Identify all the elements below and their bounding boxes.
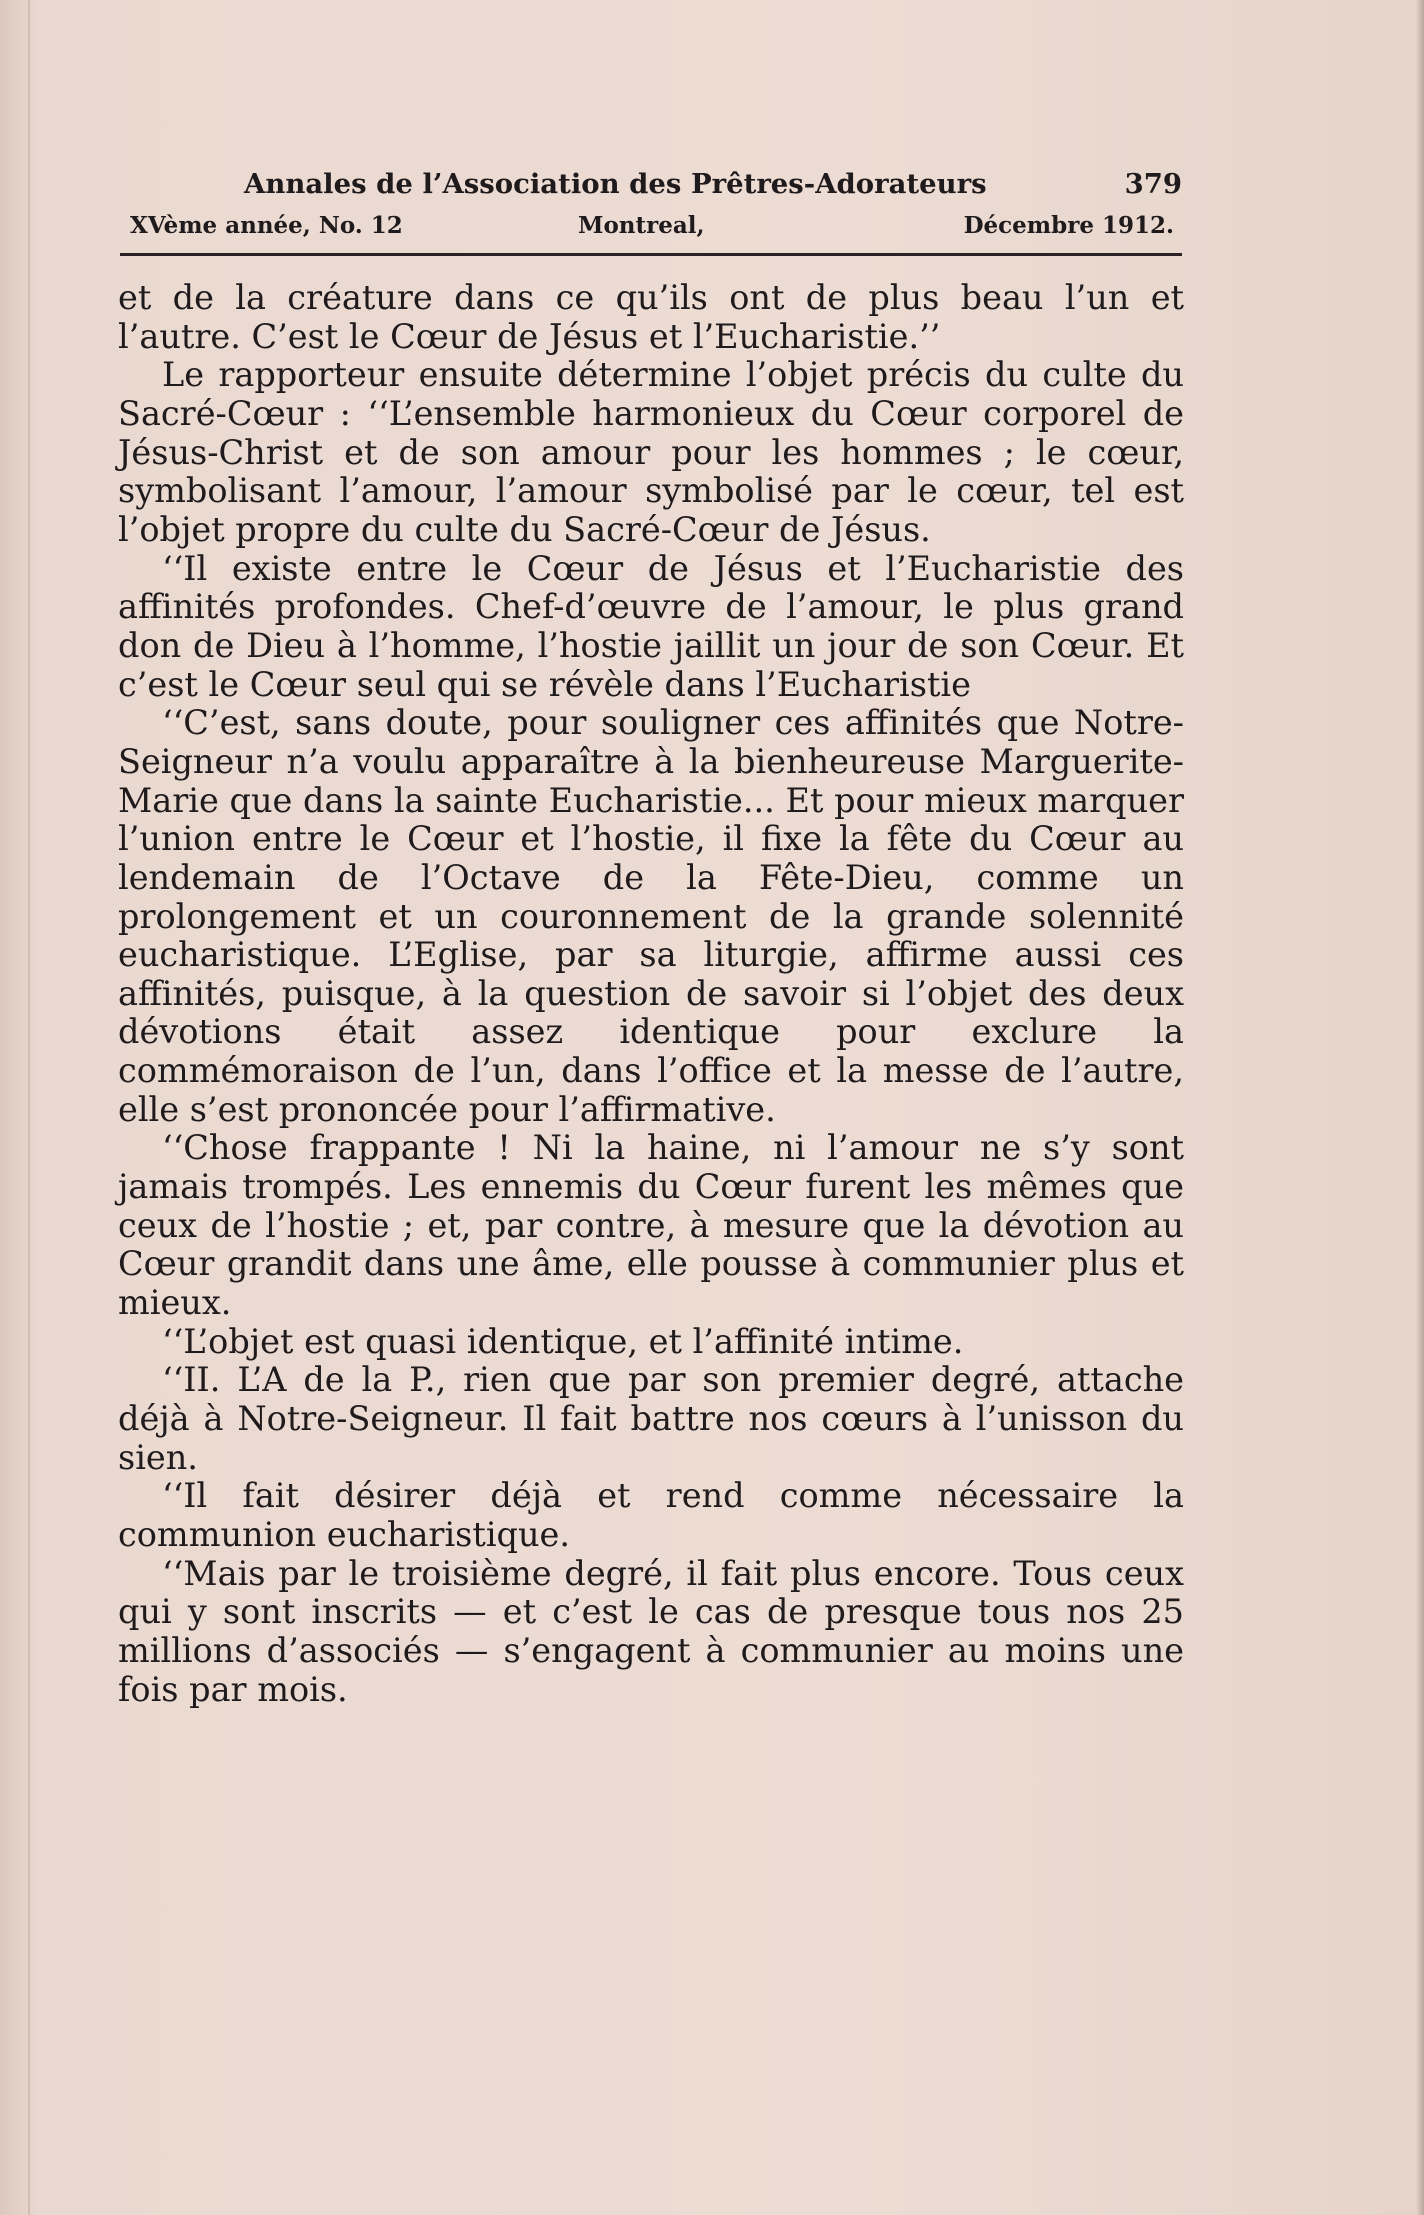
journal-title: Annales de l’Association des Prêtres-Adorateurs — [244, 168, 987, 200]
header-rule — [120, 253, 1182, 256]
paragraph: ‘‘Chose frappante ! Ni la haine, ni l’amour ne s’y sont jamais trompés. Les ennemis du Cœur furent les mêmes que ceux de l’hostie ; et, par contre, à mesure que la dévotion au Cœur grandit dans une âme, elle pousse à communier plus et mieux. — [118, 1128, 1184, 1323]
issue-city: Montreal, — [578, 212, 705, 239]
paragraph: ‘‘Mais par le troisième degré, il fait plus encore. Tous ceux qui y sont inscrits — et c’est le cas de presque tous nos 25 millions d’associés — s’engagent à communier au moins une fois par mois. — [118, 1553, 1184, 1709]
paragraph-continued: et de la créature dans ce qu’ils ont de plus beau l’un et l’autre. C’est le Cœur de Jésus et l’Eucharistie.’’ — [118, 278, 1184, 356]
page-number: 379 — [1124, 168, 1182, 200]
body-text — [118, 279, 1184, 1709]
page-left-fold — [28, 0, 30, 2215]
paragraph: ‘‘II. L’A de la P., rien que par son premier degré, attache déjà à Notre-Seigneur. Il fait battre nos cœurs à l’unisson du sien. — [118, 1360, 1184, 1477]
issue-line — [120, 212, 1182, 244]
paragraph: ‘‘Il existe entre le Cœur de Jésus et l’Eucharistie des affinités profondes. Chef-d’œuvre de l’amour, le plus grand don de Dieu à l’homme, l’hostie jaillit un jour de son Cœur. Et c’est le Cœur seul qui se révèle dans l’Eucharistie — [118, 548, 1184, 704]
issue-date: Décembre 1912. — [963, 212, 1174, 239]
paragraph: ‘‘Il fait désirer déjà et rend comme nécessaire la communion eucharistique. — [118, 1476, 1184, 1554]
paragraph: ‘‘L’objet est quasi identique, et l’affinité intime. — [162, 1321, 964, 1361]
paragraph: ‘‘C’est, sans doute, pour souligner ces affinités que Notre-Seigneur n’a voulu apparaître à la bienheureuse Marguerite-Marie que dans la sainte Eucharistie... Et pour mieux marquer l’union entre le Cœur et l’hostie, il fixe la fête du Cœur au lendemain de l’Octave de la Fête-Dieu, comme un prolongement et un couronnement de la grande solennité eucharistique. L’Eglise, par sa liturgie, affirme aussi ces affinités, puisque, à la question de savoir si l’objet des deux dévotions était assez identique pour exclure la commémoraison de l’un, dans l’office et la messe de l’autre, elle s’est prononcée pour l’affirmative. — [118, 703, 1184, 1129]
issue-number: XVème année, No. 12 — [130, 212, 403, 239]
page-right-edge — [1416, 0, 1424, 2215]
paragraph: Le rapporteur ensuite détermine l’objet précis du culte du Sacré-Cœur : ‘‘L’ensemble harmonieux du Cœur corporel de Jésus-Christ et de son amour pour les hommes ; le cœur, symbolisant l’amour, l’amour symbolisé par le cœur, tel est l’objet propre du culte du Sacré-Cœur de Jésus. — [118, 355, 1184, 549]
